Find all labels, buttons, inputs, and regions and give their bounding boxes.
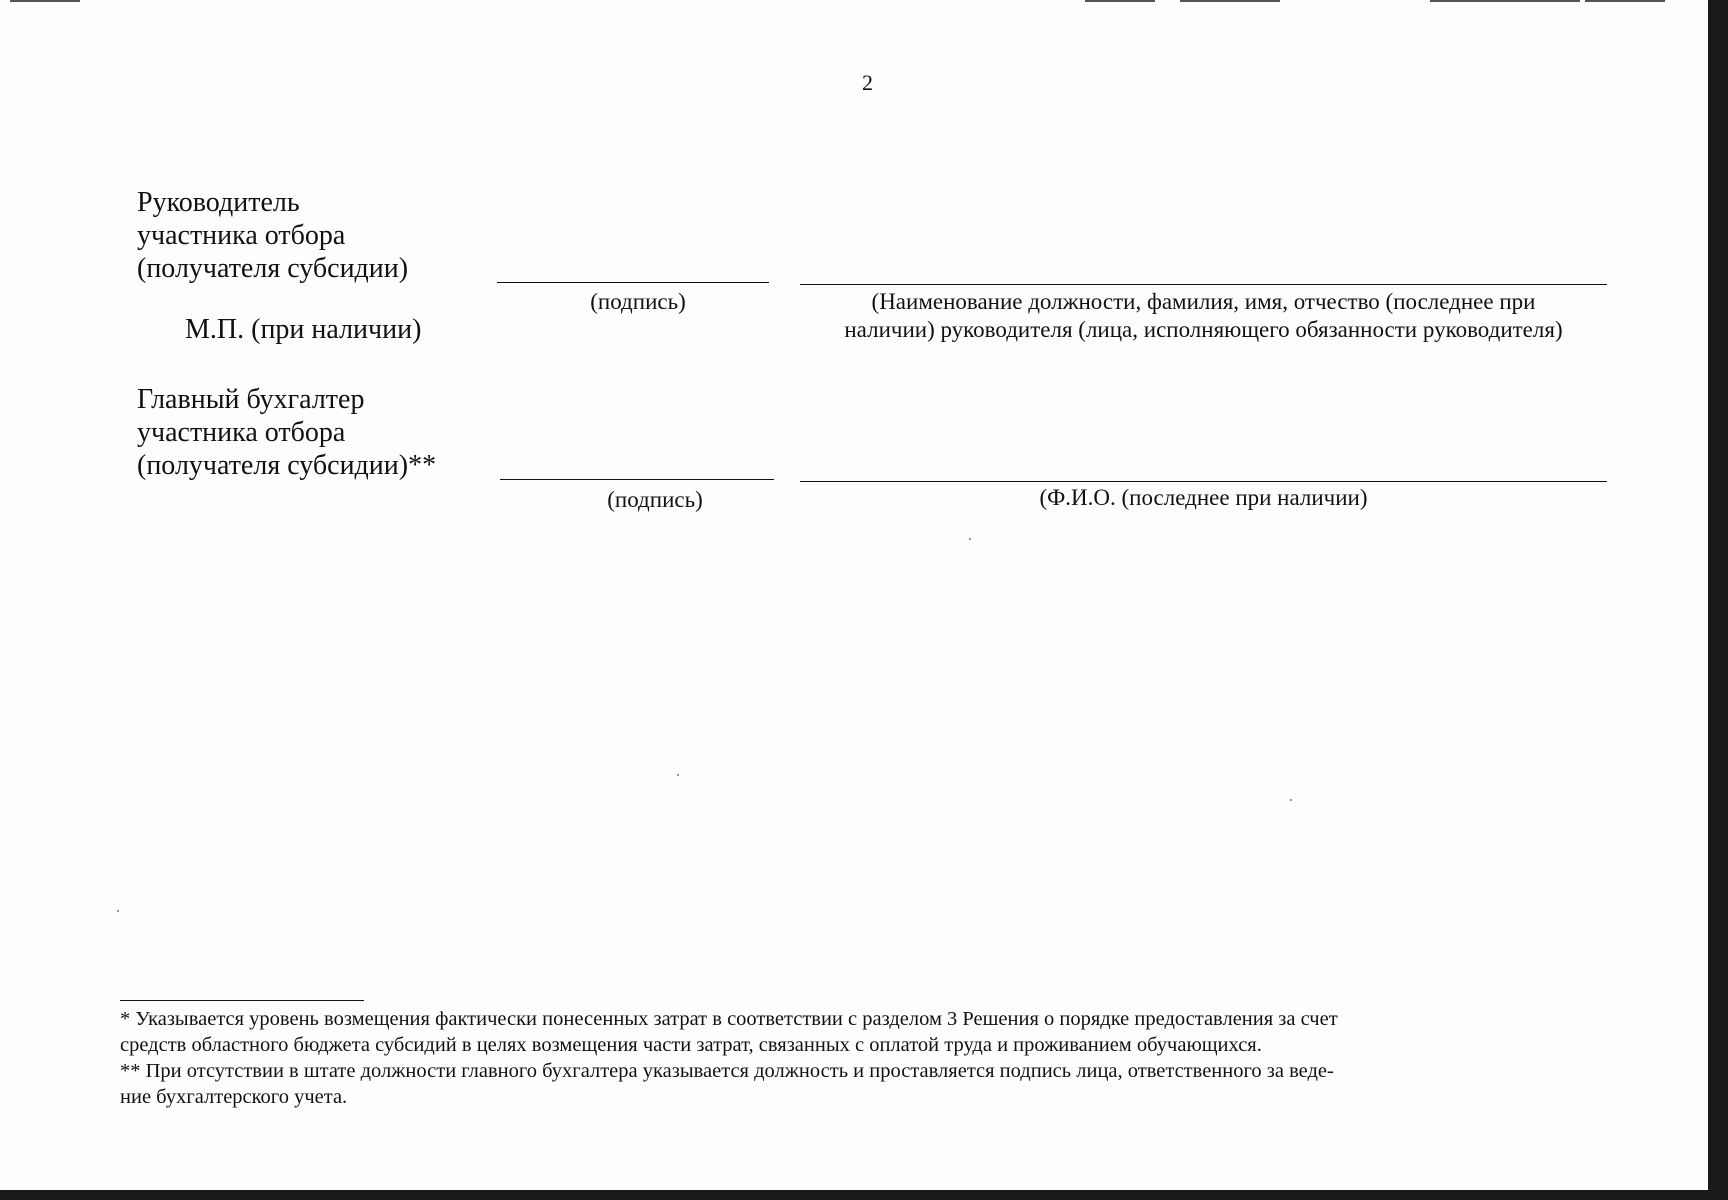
director-signature-line <box>497 282 769 283</box>
footnote-line: ние бухгалтерского учета. <box>120 1086 348 1108</box>
director-title-line: участника отбора <box>137 220 346 251</box>
scan-speck <box>969 538 971 540</box>
accountant-name-caption <box>800 484 1607 512</box>
director-name-caption <box>800 288 1607 344</box>
footnote-separator <box>120 1000 364 1001</box>
name-caption-line: наличии) руководителя (лица, исполняющего обязанности руководителя) <box>844 317 1563 342</box>
page-number: 2 <box>862 70 873 95</box>
footnote-line: * Указывается уровень возмещения фактически понесенных затрат в соответствии с разделом 3 Решения о порядке предоставления за счет <box>120 1008 1338 1030</box>
accountant-title-line: (получателя субсидии)** <box>137 450 437 481</box>
signature-caption-text: (подпись) <box>590 289 686 314</box>
accountant-signature-caption <box>515 486 795 514</box>
director-title <box>137 186 408 285</box>
director-title-line: Руководитель <box>137 187 300 218</box>
accountant-title-line: Главный бухгалтер <box>137 384 365 415</box>
signature-caption-text: (подпись) <box>607 487 703 512</box>
director-signature-caption <box>497 288 779 316</box>
stamp-label: М.П. (при наличии) <box>185 314 422 345</box>
accountant-name-line <box>800 481 1607 482</box>
footnotes <box>120 1006 1610 1110</box>
footnote-line: средств областного бюджета субсидий в целях возмещения части затрат, связанных с оплатой труда и проживанием обучающихся. <box>120 1034 1262 1056</box>
name-caption-line: (Наименование должности, фамилия, имя, отчество (последнее при <box>871 289 1536 314</box>
scan-mark <box>1085 0 1155 2</box>
name-caption-line: (Ф.И.О. (последнее при наличии) <box>1039 485 1368 510</box>
director-name-line <box>800 284 1607 285</box>
scan-mark <box>1180 0 1280 2</box>
scan-speck <box>1290 799 1292 801</box>
scan-mark <box>1585 0 1665 2</box>
footnote-line: ** При отсутствии в штате должности главного бухгалтера указывается должность и проставляется подпись лица, ответственного за веде- <box>120 1060 1334 1082</box>
director-title-line: (получателя субсидии) <box>137 253 409 284</box>
accountant-signature-line <box>500 479 774 480</box>
accountant-title <box>137 383 436 482</box>
scan-speck <box>677 774 679 776</box>
scan-mark <box>10 0 80 2</box>
accountant-title-line: участника отбора <box>137 417 346 448</box>
scan-speck <box>117 910 119 912</box>
scan-mark <box>1430 0 1580 2</box>
